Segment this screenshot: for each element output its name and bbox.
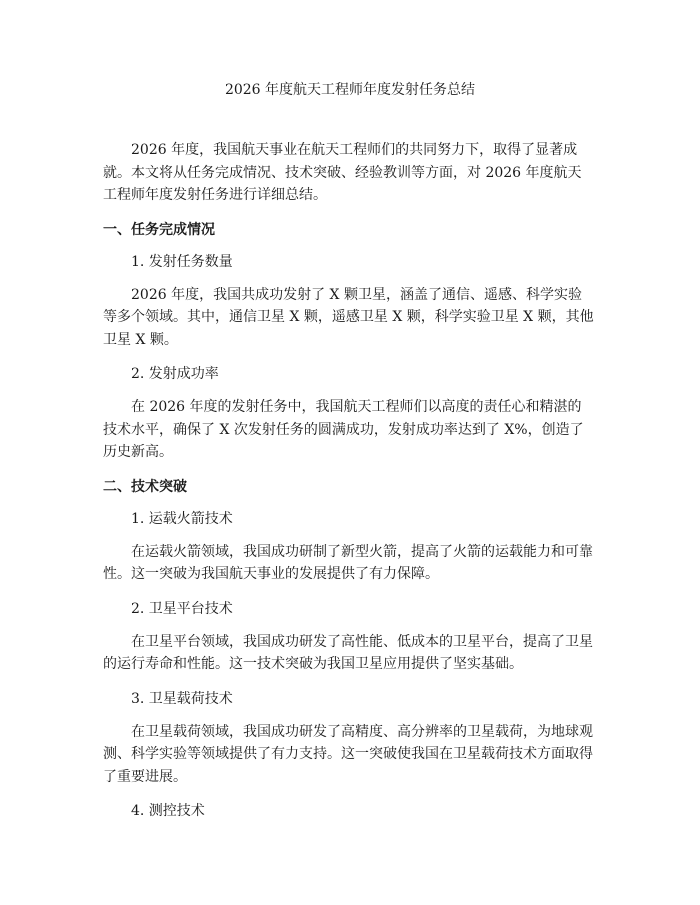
subsection-paragraph: 2026 年度，我国共成功发射了 X 颗卫星，涵盖了通信、遥感、科学实验等多个领域。其中，通信卫星 X 颗，遥感卫星 X 颗，科学实验卫星 X 颗，其他卫星 X 颗。 <box>103 286 594 348</box>
document-title: 2026 年度航天工程师年度发射任务总结 <box>224 82 476 98</box>
subsection-paragraph: 在运载火箭领域，我国成功研制了新型火箭，提高了火箭的运载能力和可靠性。这一突破为我国航天事业的发展提供了有力保障。 <box>103 543 593 582</box>
subsection-paragraph: 在 2026 年度的发射任务中，我国航天工程师们以高度的责任心和精湛的技术水平，确保了 X 次发射任务的圆满成功，发射成功率达到了 X%，创造了历史新高。 <box>103 399 584 460</box>
subsection-heading: 2. 发射成功率 <box>131 366 219 382</box>
subsection-paragraph: 在卫星平台领域，我国成功研发了高性能、低成本的卫星平台，提高了卫星的运行寿命和性能。这一技术突破为我国卫星应用提供了坚实基础。 <box>103 633 593 672</box>
section-tech-breakthroughs <box>103 477 595 822</box>
document-body <box>103 139 595 833</box>
section-task-completion <box>103 220 595 464</box>
intro-paragraph: 2026 年度，我国航天事业在航天工程师们的共同努力下，取得了显著成就。本文将从任务完成情况、技术突破、经验教训等方面，对 2026 年度航天工程师年度发射任务进行详细总结。 <box>103 142 582 203</box>
subsection-heading: 2. 卫星平台技术 <box>131 600 233 617</box>
section-heading: 一、任务完成情况 <box>103 221 215 238</box>
subsection-heading: 3. 卫星载荷技术 <box>131 690 233 707</box>
subsection-heading: 1. 运载火箭技术 <box>131 510 233 527</box>
section-heading: 二、技术突破 <box>103 478 187 495</box>
subsection-heading: 4. 测控技术 <box>131 803 205 819</box>
subsection-heading: 1. 发射任务数量 <box>131 253 233 270</box>
subsection-paragraph: 在卫星载荷领域，我国成功研发了高精度、高分辨率的卫星载荷，为地球观测、科学实验等领域提供了有力支持。这一突破使我国在卫星载荷技术方面取得了重要进展。 <box>103 723 593 785</box>
